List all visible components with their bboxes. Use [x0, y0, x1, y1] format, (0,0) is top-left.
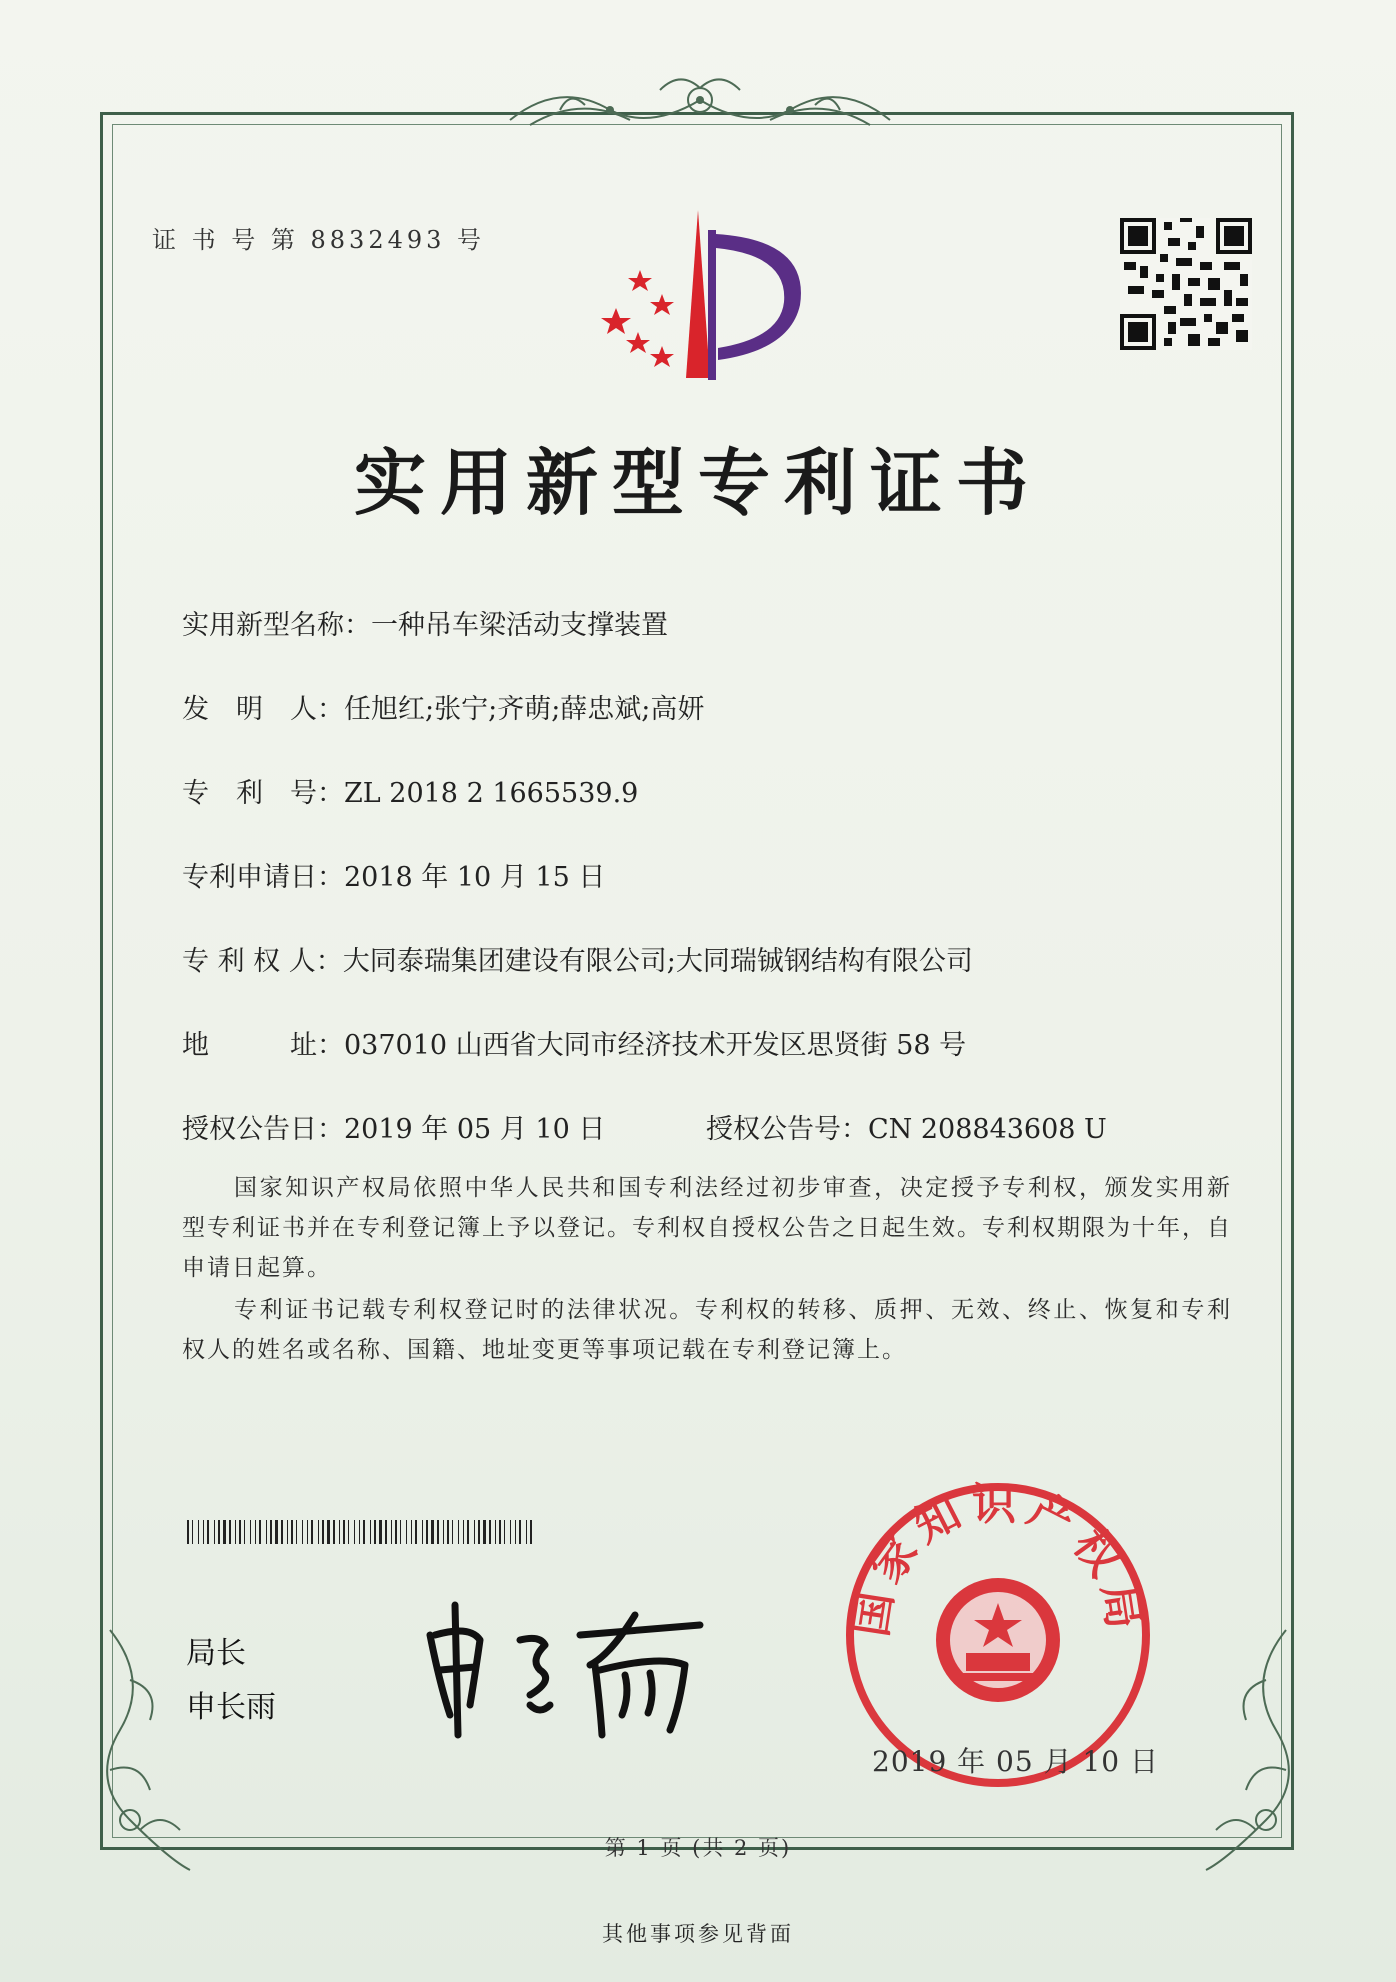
seal-date: 2019 年 05 月 10 日	[872, 1745, 1160, 1778]
certificate-number: 证 书 号 第 8832493 号	[152, 226, 486, 254]
cnipa-emblem-icon	[600, 210, 820, 390]
seal-text: 国家知识产权局	[845, 1479, 1151, 1640]
qr-code-icon	[1120, 218, 1252, 350]
director-name: 申长雨	[186, 1690, 276, 1725]
barcode-icon	[187, 1520, 537, 1544]
grant-number-label: 授权公告号：	[706, 1114, 868, 1145]
inventors-value: 任旭红;张宁;齐萌;薛忠斌;高妍	[344, 694, 705, 725]
address-label: 地 址：	[182, 1030, 344, 1061]
grant-date-label: 授权公告日：	[182, 1114, 344, 1145]
footer-note: 其他事项参见背面	[602, 1922, 794, 1946]
director-signature	[410, 1595, 730, 1745]
filing-date-value: 2018 年 10 月 15 日	[344, 862, 606, 893]
utility-name-label: 实用新型名称：	[182, 610, 371, 641]
grant-number-value: CN 208843608 U	[868, 1114, 1107, 1145]
inventors-field	[182, 687, 704, 726]
inventors-label: 发 明 人：	[182, 694, 344, 725]
certificate-title: 实用新型专利证书	[353, 440, 1042, 525]
patent-number-field	[182, 771, 638, 810]
grant-date-value: 2019 年 05 月 10 日	[344, 1114, 606, 1145]
utility-name-value: 一种吊车梁活动支撑装置	[371, 610, 668, 641]
patentee-label: 专 利 权 人：	[182, 946, 343, 977]
page-number: 第 1 页 (共 2 页)	[604, 1836, 792, 1860]
address-value: 037010 山西省大同市经济技术开发区思贤街 58 号	[344, 1030, 967, 1061]
grant-number-field	[706, 1107, 1107, 1146]
address-field	[182, 1023, 966, 1062]
grant-date-field	[182, 1107, 605, 1146]
legal-paragraph-1: 国家知识产权局依照中华人民共和国专利法经过初步审查，决定授予专利权，颁发实用新型专利证书并在专利登记簿上予以登记。专利权自授权公告之日起生效。专利权期限为十年，自申请日起算。	[182, 1175, 1232, 1281]
utility-name-field	[182, 603, 668, 642]
director-title: 局长	[186, 1636, 246, 1671]
filing-date-field	[182, 855, 605, 894]
top-ornament-icon	[500, 70, 900, 140]
patentee-field	[182, 939, 973, 978]
legal-paragraph-2: 专利证书记载专利权登记时的法律状况。专利权的转移、质押、无效、终止、恢复和专利权人的姓名或名称、国籍、地址变更等事项记载在专利登记簿上。	[182, 1297, 1232, 1363]
patent-number-label: 专 利 号：	[182, 778, 344, 809]
patentee-value: 大同泰瑞集团建设有限公司;大同瑞铖钢结构有限公司	[342, 946, 973, 977]
patent-number-value: ZL 2018 2 1665539.9	[344, 778, 639, 809]
filing-date-label: 专利申请日：	[182, 862, 344, 893]
